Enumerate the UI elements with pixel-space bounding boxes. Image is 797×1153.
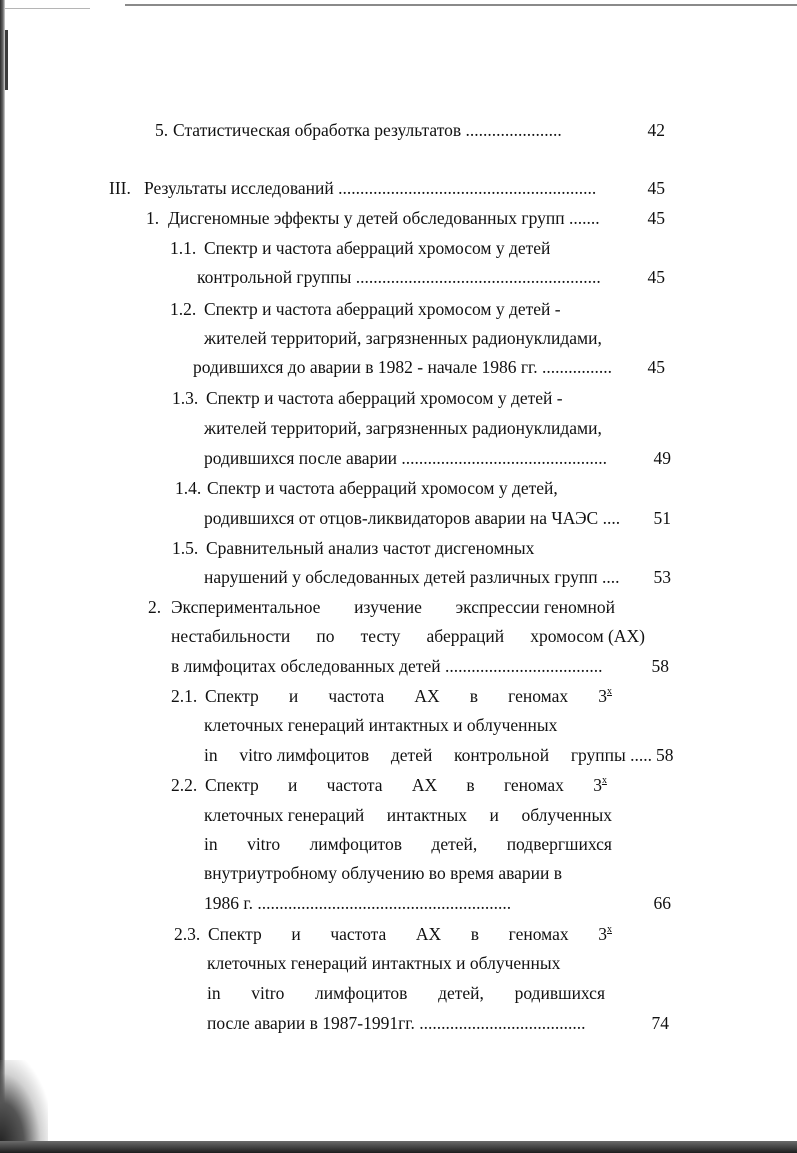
toc-word: в: [469, 686, 479, 706]
toc-word: хромосом (АХ): [530, 626, 645, 646]
toc-page-number: 66: [653, 893, 671, 913]
toc-word: клеточных генераций: [204, 805, 365, 825]
toc-page-number: 51: [653, 508, 671, 528]
toc-word: геномах: [508, 924, 569, 944]
toc-entry-2-3: [174, 922, 208, 946]
toc-title-line: Спектр и частота аберраций хромосом у детей: [204, 238, 551, 258]
superscript: x: [607, 686, 612, 697]
toc-title-line: родившихся до аварии в 1982 - начале 1986 гг. ................: [193, 357, 613, 377]
toc-title-line: внутриутробному облучению во время аварии в: [204, 863, 563, 883]
scan-edge-bottom: [0, 1141, 797, 1153]
toc-number: III.: [109, 178, 131, 198]
toc-word-with-superscript: [598, 684, 612, 712]
toc-title: Дисгеномные эффекты у детей обследованных групп .......: [168, 208, 600, 228]
toc-title-line: жителей территорий, загрязненных радионуклидами,: [204, 328, 602, 348]
toc-entry-2-1-line3: [204, 743, 652, 767]
toc-word: геномах: [503, 775, 564, 795]
toc-word: vitro: [251, 983, 285, 1003]
toc-entry-2-line3: [171, 654, 669, 678]
toc-word: Спектр: [205, 686, 259, 706]
toc-title-line: клеточных генераций интактных и облученных: [204, 715, 558, 735]
toc-title-line: Спектр и частота аберраций хромосом у детей -: [204, 299, 561, 319]
toc-entry-2: [148, 595, 170, 619]
toc-word: детей,: [438, 983, 484, 1003]
toc-word-with-superscript: [598, 922, 612, 950]
toc-word: и: [489, 805, 499, 825]
toc-word: Экспериментальное: [171, 597, 321, 617]
toc-entry-2-3-line2: [207, 951, 560, 975]
toc-word: АХ: [415, 924, 442, 944]
toc-entry-2-3-line3: [207, 981, 605, 1005]
toc-word: детей,: [431, 834, 478, 854]
toc-title-line: нарушений у обследованных детей различных групп ....: [204, 567, 620, 587]
toc-entry-1-5: [172, 536, 534, 560]
toc-entry-2-1-page: [656, 743, 674, 767]
toc-word: подвергшихся: [506, 834, 612, 854]
toc-title-line: Спектр и частота аберраций хромосом у детей -: [206, 388, 563, 408]
toc-word: Спектр: [208, 924, 262, 944]
toc-word: и: [291, 924, 301, 944]
toc-word: in: [207, 983, 221, 1003]
toc-entry-1-4-line2: [204, 506, 671, 530]
toc-number: 1.5.: [172, 538, 199, 558]
toc-word: 3: [593, 775, 602, 795]
toc-page-number: 42: [647, 120, 665, 140]
toc-entry-1-3: [172, 386, 563, 410]
toc-entry-1-1: [170, 236, 550, 260]
scan-corner-shadow: [0, 1060, 48, 1144]
scan-edge-top-left: [0, 8, 90, 9]
toc-section-3: [109, 176, 665, 200]
toc-entry-1-3-line3: [204, 446, 671, 470]
toc-word: по: [316, 626, 335, 646]
toc-number: 2.2.: [171, 775, 198, 795]
toc-entry-2-2-line2: [204, 803, 612, 827]
toc-entry-2-1-line2: [204, 713, 557, 737]
toc-page-number: 49: [653, 448, 671, 468]
toc-page-number: 58: [656, 745, 674, 765]
toc-entry-1-3-line2: [204, 416, 602, 440]
toc-title-line: после аварии в 1987-1991гг. ......................................: [207, 1013, 586, 1033]
toc-title-line: родившихся после аварии ...............................................: [204, 448, 608, 468]
toc-word: Спектр: [205, 775, 259, 795]
toc-number: 1.3.: [172, 388, 199, 408]
toc-entry-2-line2: [171, 624, 645, 648]
toc-word: АХ: [411, 775, 438, 795]
scan-edge-top: [125, 4, 797, 6]
toc-number: 1.: [146, 208, 160, 228]
toc-number: 2.: [148, 597, 162, 617]
toc-word: в: [466, 775, 475, 795]
toc-entry-2-2: [171, 773, 205, 797]
toc-word: тесту: [360, 626, 401, 646]
toc-entry-2-1: [171, 684, 205, 708]
toc-word: облученных: [521, 805, 612, 825]
toc-entry-2-1-line1: [205, 684, 612, 708]
superscript: x: [607, 924, 612, 935]
toc-entry-1-2: [170, 297, 561, 321]
toc-word: родившихся: [514, 983, 605, 1003]
toc-word: in: [204, 745, 218, 765]
scan-edge-left: [0, 0, 5, 1153]
toc-word: лимфоцитов: [315, 983, 408, 1003]
toc-title: Результаты исследований ...........................................................: [144, 178, 597, 198]
toc-entry-2-3-line4: [207, 1011, 669, 1035]
toc-page-number: 45: [647, 178, 665, 198]
toc-word: интактных: [386, 805, 467, 825]
toc-word: 3: [598, 686, 607, 706]
toc-word: in: [204, 834, 218, 854]
toc-entry-2-3-line1: [208, 922, 612, 946]
toc-number: 5.: [155, 120, 169, 140]
toc-word-with-superscript: [593, 773, 607, 801]
toc-word: частота: [326, 775, 383, 795]
toc-title-line: контрольной группы ........................................................: [197, 267, 601, 287]
toc-word: и: [287, 775, 298, 795]
toc-entry-5: [155, 118, 665, 142]
toc-word: детей: [390, 745, 433, 765]
toc-word: и: [288, 686, 299, 706]
toc-title-line: Сравнительный анализ частот дисгеномных: [206, 538, 535, 558]
toc-number: 2.1.: [171, 686, 198, 706]
toc-title: Статистическая обработка результатов ......................: [173, 120, 562, 140]
toc-word: частота: [330, 924, 387, 944]
scan-edge-left-mark: [5, 30, 8, 90]
toc-word: в: [470, 924, 480, 944]
toc-entry-1-1-cont: [197, 265, 665, 289]
toc-page-number: 45: [647, 208, 665, 228]
toc-word: изучение: [354, 597, 422, 617]
toc-title-line: клеточных генераций интактных и облученных: [207, 953, 561, 973]
toc-word: 3: [598, 924, 607, 944]
superscript: x: [601, 775, 607, 786]
toc-page-number: 58: [651, 656, 669, 676]
toc-word: контрольной: [454, 745, 550, 765]
toc-number: 2.3.: [174, 924, 201, 944]
toc-entry-2-2-line1: [205, 773, 607, 797]
toc-page-number: 45: [647, 357, 665, 377]
toc-word: нестабильности: [171, 626, 291, 646]
toc-title-line: Спектр и частота аберраций хромосом у детей,: [207, 478, 558, 498]
toc-word: геномах: [508, 686, 569, 706]
toc-word: группы .....: [570, 745, 652, 765]
toc-word: аберраций: [426, 626, 505, 646]
toc-entry-1: [146, 206, 665, 230]
toc-entry-1-5-line2: [204, 565, 671, 589]
toc-number: 1.1.: [170, 238, 197, 258]
toc-word: vitro: [247, 834, 281, 854]
toc-title-line: родившихся от отцов-ликвидаторов аварии на ЧАЭС ....: [204, 508, 621, 528]
toc-entry-1-2-line2: [204, 326, 602, 350]
toc-word: лимфоцитов: [309, 834, 402, 854]
toc-title-line: в лимфоцитах обследованных детей ....................................: [171, 656, 603, 676]
toc-title-line: 1986 г. ..........................................................: [204, 893, 512, 913]
toc-word: АХ: [414, 686, 440, 706]
toc-entry-2-2-line5: [204, 891, 671, 915]
toc-entry-2-2-line4: [204, 861, 562, 885]
toc-entry-2-line1: [171, 595, 615, 619]
toc-title-line: жителей территорий, загрязненных радионуклидами,: [204, 418, 602, 438]
toc-page-number: 74: [651, 1013, 669, 1033]
toc-page-number: 53: [653, 567, 671, 587]
toc-entry-1-2-line3: [193, 355, 665, 379]
toc-number: 1.4.: [175, 478, 202, 498]
toc-entry-1-4: [175, 476, 558, 500]
toc-word: vitro лимфоцитов: [239, 745, 370, 765]
toc-entry-2-2-line3: [204, 832, 612, 856]
toc-page-number: 45: [647, 267, 665, 287]
toc-word: частота: [328, 686, 385, 706]
toc-number: 1.2.: [170, 299, 197, 319]
toc-word: экспрессии геномной: [455, 597, 615, 617]
